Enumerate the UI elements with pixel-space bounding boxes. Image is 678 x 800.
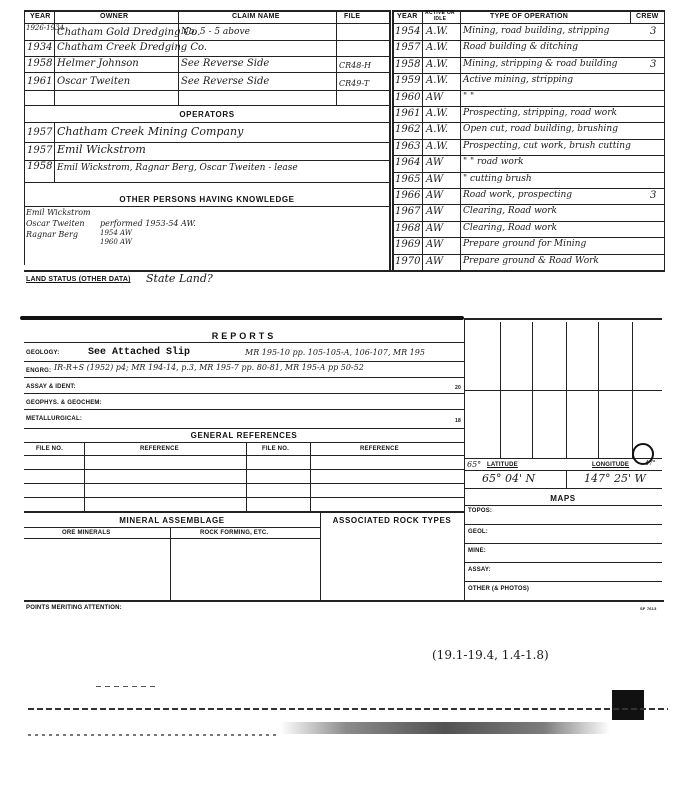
activity-row-rule <box>392 139 665 140</box>
activity-row-year: 1954 <box>395 26 421 37</box>
knowledge-note: 1954 AW <box>100 229 133 237</box>
gr-col-div-1 <box>84 442 85 512</box>
knowledge-name: Oscar Tweiten <box>26 219 85 228</box>
geology-label: GEOLOGY: <box>26 350 60 356</box>
gr-col-div-3 <box>310 442 311 512</box>
reports-right-divider <box>464 318 465 601</box>
report-number-20: 20 <box>455 385 461 391</box>
reports-top-bar <box>20 316 464 320</box>
activity-col-div-1 <box>422 10 423 270</box>
assay-label: ASSAY & IDENT: <box>26 384 76 390</box>
latlong-header-rule <box>464 470 662 471</box>
associated-left-div <box>320 513 321 601</box>
operator-name: Chatham Creek Mining Company <box>57 125 244 138</box>
activity-row-active: A.W. <box>426 42 449 54</box>
gr-reference-1: REFERENCE <box>140 446 179 452</box>
activity-row-type: Mining, road building, stripping <box>463 26 610 36</box>
activity-row-active: A.W. <box>426 75 449 87</box>
geophys-label: GEOPHYS. & GEOCHEM: <box>26 400 102 406</box>
activity-row-rule <box>392 221 665 222</box>
activity-row-active: A.W. <box>426 124 449 136</box>
activity-row-rule <box>392 188 665 189</box>
activity-row-rule <box>392 106 665 107</box>
activity-right-border <box>664 10 665 272</box>
general-references-title: GENERAL REFERENCES <box>190 431 298 440</box>
claims-row-owner: Oscar Tweiten <box>57 76 131 87</box>
activity-row-type: " " <box>463 91 475 102</box>
activity-row-year: 1963 <box>395 140 421 152</box>
engrg-value: IR-R+S (1952) p4; MR 194-14, p.3, MR 195-7 pp. 80-81, MR 195-A pp 50-52 <box>54 363 364 372</box>
claims-left-border <box>24 10 25 265</box>
land-status-value: State Land? <box>146 272 213 285</box>
reports-title: REPORTS <box>211 331 277 341</box>
activity-row-type: Prepare ground & Road Work <box>463 255 599 266</box>
activity-row-rule <box>392 122 665 123</box>
latlong-div <box>566 470 567 488</box>
activity-row-crew: 3 <box>650 58 657 70</box>
activity-row-type: Mining, stripping & road building <box>463 58 618 69</box>
metallurgical-label: METALLURGICAL: <box>26 416 83 422</box>
activity-row-rule <box>392 90 665 91</box>
activity-row-crew: 3 <box>650 190 657 201</box>
claims-row-file: CR49-T <box>339 79 370 88</box>
activity-row-year: 1966 <box>395 190 421 201</box>
activity-row-type: Active mining, stripping <box>463 75 574 86</box>
claims-row-rule <box>24 56 390 57</box>
associated-rock-types-title: ASSOCIATED ROCK TYPES <box>332 516 452 525</box>
activity-row-year: 1958 <box>395 58 421 70</box>
maps-geol: GEOL: <box>468 529 488 535</box>
knowledge-header-rule <box>24 206 390 207</box>
activity-active-header: ACTIVE OR IDLE <box>425 10 455 22</box>
geology-value: See Attached Slip <box>88 347 191 358</box>
claims-row-claim: See Reverse Side <box>181 58 270 69</box>
geology-hw: MR 195-10 pp. 105-105-A, 106-107, MR 195 <box>245 348 425 357</box>
activity-row-active: AW <box>426 239 444 251</box>
operator-row-rule <box>24 182 390 183</box>
activity-row-type: Clearing, Road work <box>463 222 557 233</box>
activity-row-type: Clearing, Road work <box>463 206 557 217</box>
claims-row-owner: Helmer Johnson <box>57 58 139 69</box>
activity-row-rule <box>392 57 665 58</box>
activity-row-active: AW <box>426 173 444 185</box>
claims-row-rule <box>24 90 390 91</box>
activity-row-type: " cutting brush <box>463 173 532 184</box>
activity-row-type: Road building & ditching <box>463 42 578 53</box>
maps-rule <box>464 562 662 563</box>
activity-row-type: " " road work <box>463 157 524 168</box>
gr-header-rule <box>24 455 464 456</box>
activity-row-active: AW <box>426 157 444 169</box>
report-number-18: 18 <box>455 418 461 424</box>
activity-row-crew: 3 <box>650 26 657 37</box>
activity-row-year: 1961 <box>395 108 421 119</box>
knowledge-note: 1960 AW <box>100 238 133 246</box>
gr-row-rule <box>24 483 464 484</box>
activity-row-active: A.W. <box>426 108 449 119</box>
gr-col-div-2 <box>246 442 247 512</box>
maps-rule <box>464 524 662 525</box>
activity-type-header: TYPE OF OPERATION <box>490 13 569 20</box>
mineral-assemblage-rule <box>24 527 320 528</box>
activity-row-rule <box>392 40 665 41</box>
maps-mine: MINE: <box>468 548 486 554</box>
operator-year: 1957 <box>27 127 53 138</box>
claims-row-claim: See Reverse Side <box>181 76 270 87</box>
activity-col-div-3 <box>630 10 631 24</box>
form-number: SF 7613 <box>640 606 657 611</box>
claims-row-owner: Chatham Gold Dredging Co. <box>57 27 201 38</box>
claims-row-year: 1926-1934 <box>26 24 64 32</box>
activity-row-year: 1957 <box>395 42 421 54</box>
activity-row-rule <box>392 254 665 255</box>
operator-name: Emil Wickstrom, Ragnar Berg, Oscar Tweiten - lease <box>57 163 298 173</box>
file-header: FILE <box>344 13 361 20</box>
claims-row-file: CR48-H <box>339 61 372 70</box>
operators-title: OPERATORS <box>179 110 235 119</box>
activity-row-year: 1965 <box>395 173 421 185</box>
activity-row-year: 1964 <box>395 157 421 169</box>
activity-row-type: Open cut, road building, brushing <box>463 124 618 135</box>
scan-dash-line <box>28 708 668 710</box>
activity-year-header: YEAR <box>397 13 418 20</box>
gr-row-rule <box>24 469 464 470</box>
activity-row-year: 1970 <box>395 255 421 267</box>
claims-row-rule <box>24 40 390 41</box>
knowledge-note: performed 1953-54 AW. <box>100 219 196 228</box>
mineral-assemblage-title: MINERAL ASSEMBLAGE <box>119 516 225 525</box>
gr-bottom-rule <box>24 511 464 513</box>
activity-row-rule <box>392 204 665 205</box>
gr-file-no-1: FILE NO. <box>36 446 63 452</box>
maps-rule <box>464 581 662 582</box>
claims-row-year: 1958 <box>27 58 53 69</box>
engrg-label: ENGRG: <box>26 368 52 374</box>
activity-row-active: AW <box>426 91 444 103</box>
longitude-value: 147° 25' W <box>584 472 646 485</box>
activity-row-active: A.W. <box>426 140 449 152</box>
claims-row-year: 1961 <box>27 76 53 87</box>
claims-row-owner: Chatham Creek Dredging Co. <box>57 42 208 53</box>
operators-col-div <box>54 122 55 182</box>
rock-forming-header: ROCK FORMING, ETC. <box>200 530 269 536</box>
knowledge-name: Ragnar Berg <box>26 230 78 239</box>
activity-row-active: A.W. <box>426 58 449 70</box>
operator-year: 1957 <box>27 145 53 156</box>
longitude-label: LONGITUDE <box>592 462 630 468</box>
maps-title: MAPS <box>550 494 576 503</box>
activity-col-div-2 <box>460 10 461 270</box>
activity-row-type: Prospecting, cut work, brush cutting <box>463 140 631 151</box>
metallurgical-rule <box>24 428 464 429</box>
maps-topos: TOPOS: <box>468 508 493 514</box>
activity-row-active: AW <box>426 190 444 201</box>
activity-row-type: Road work, prospecting <box>463 190 573 200</box>
activity-crew-header: CREW <box>636 13 659 20</box>
scan-smudge <box>280 722 610 734</box>
bottom-note: (19.1-19.4, 1.4-1.8) <box>432 648 549 662</box>
geophys-rule <box>24 409 464 410</box>
activity-row-year: 1967 <box>395 206 421 218</box>
claims-row-year: 1934 <box>27 42 53 53</box>
geology-rule <box>24 361 464 362</box>
general-references-rule <box>24 442 464 443</box>
activity-row-year: 1962 <box>395 124 421 136</box>
activity-row-year: 1960 <box>395 91 421 103</box>
claim-name-header: CLAIM NAME <box>232 13 280 20</box>
maps-rule <box>464 543 662 544</box>
year-header: YEAR <box>30 13 51 20</box>
reports-title-rule <box>24 342 464 343</box>
mineral-header-rule <box>24 538 320 539</box>
engrg-rule <box>24 377 464 378</box>
knowledge-name: Emil Wickstrom <box>26 208 91 217</box>
grid-h <box>464 390 662 391</box>
activity-row-year: 1969 <box>395 239 421 251</box>
maps-other: OTHER (& PHOTOS) <box>468 586 530 592</box>
gr-file-no-2: FILE NO. <box>262 446 289 452</box>
owner-header: OWNER <box>100 13 129 20</box>
latitude-value: 65° 04' N <box>482 472 536 485</box>
mineral-bottom-rule <box>24 600 664 602</box>
assay-rule <box>24 393 464 394</box>
land-status-label: LAND STATUS (OTHER DATA) <box>26 276 131 283</box>
activity-row-year: 1968 <box>395 222 421 234</box>
operators-header-rule <box>24 122 390 123</box>
maps-assay: ASSAY: <box>468 567 491 573</box>
activity-row-rule <box>392 237 665 238</box>
claims-row-claim: No. 5 - 5 above <box>181 27 250 37</box>
maps-title-rule <box>464 505 662 506</box>
latitude-label: LATITUDE <box>487 462 518 468</box>
activity-header-rule <box>392 23 665 24</box>
operator-year: 1958 <box>27 161 53 172</box>
ore-minerals-header: ORE MINERALS <box>62 530 111 536</box>
reports-top-bar-right <box>464 318 662 320</box>
knowledge-title: OTHER PERSONS HAVING KNOWLEDGE <box>119 195 295 204</box>
activity-row-rule <box>392 270 665 271</box>
operators-top-rule <box>24 105 390 106</box>
mineral-col-div <box>170 527 171 601</box>
operator-name: Emil Wickstrom <box>57 143 146 156</box>
activity-row-active: A.W. <box>426 26 449 37</box>
activity-row-active: AW <box>426 222 444 234</box>
activity-row-type: Prospecting, stripping, road work <box>463 108 617 118</box>
longitude-note: 47° <box>645 460 656 467</box>
claims-right-border <box>389 10 391 272</box>
scan-dots <box>28 734 278 736</box>
points-meriting-label: POINTS MERITING ATTENTION: <box>26 605 122 611</box>
latlong-bottom-rule <box>464 488 662 489</box>
gr-row-rule <box>24 497 464 498</box>
operator-row-rule <box>24 160 390 161</box>
activity-row-rule <box>392 155 665 156</box>
gr-reference-2: REFERENCE <box>360 446 399 452</box>
claims-row-rule <box>24 72 390 73</box>
scan-block-mark <box>612 690 644 720</box>
activity-row-active: AW <box>426 255 444 267</box>
activity-row-year: 1959 <box>395 75 421 87</box>
scan-dash-small <box>96 686 156 687</box>
activity-left-border <box>392 10 394 272</box>
latitude-prefix: 65° <box>467 460 482 469</box>
activity-row-type: Prepare ground for Mining <box>463 239 587 250</box>
activity-row-rule <box>392 172 665 173</box>
activity-row-rule <box>392 73 665 74</box>
activity-row-active: AW <box>426 206 444 218</box>
